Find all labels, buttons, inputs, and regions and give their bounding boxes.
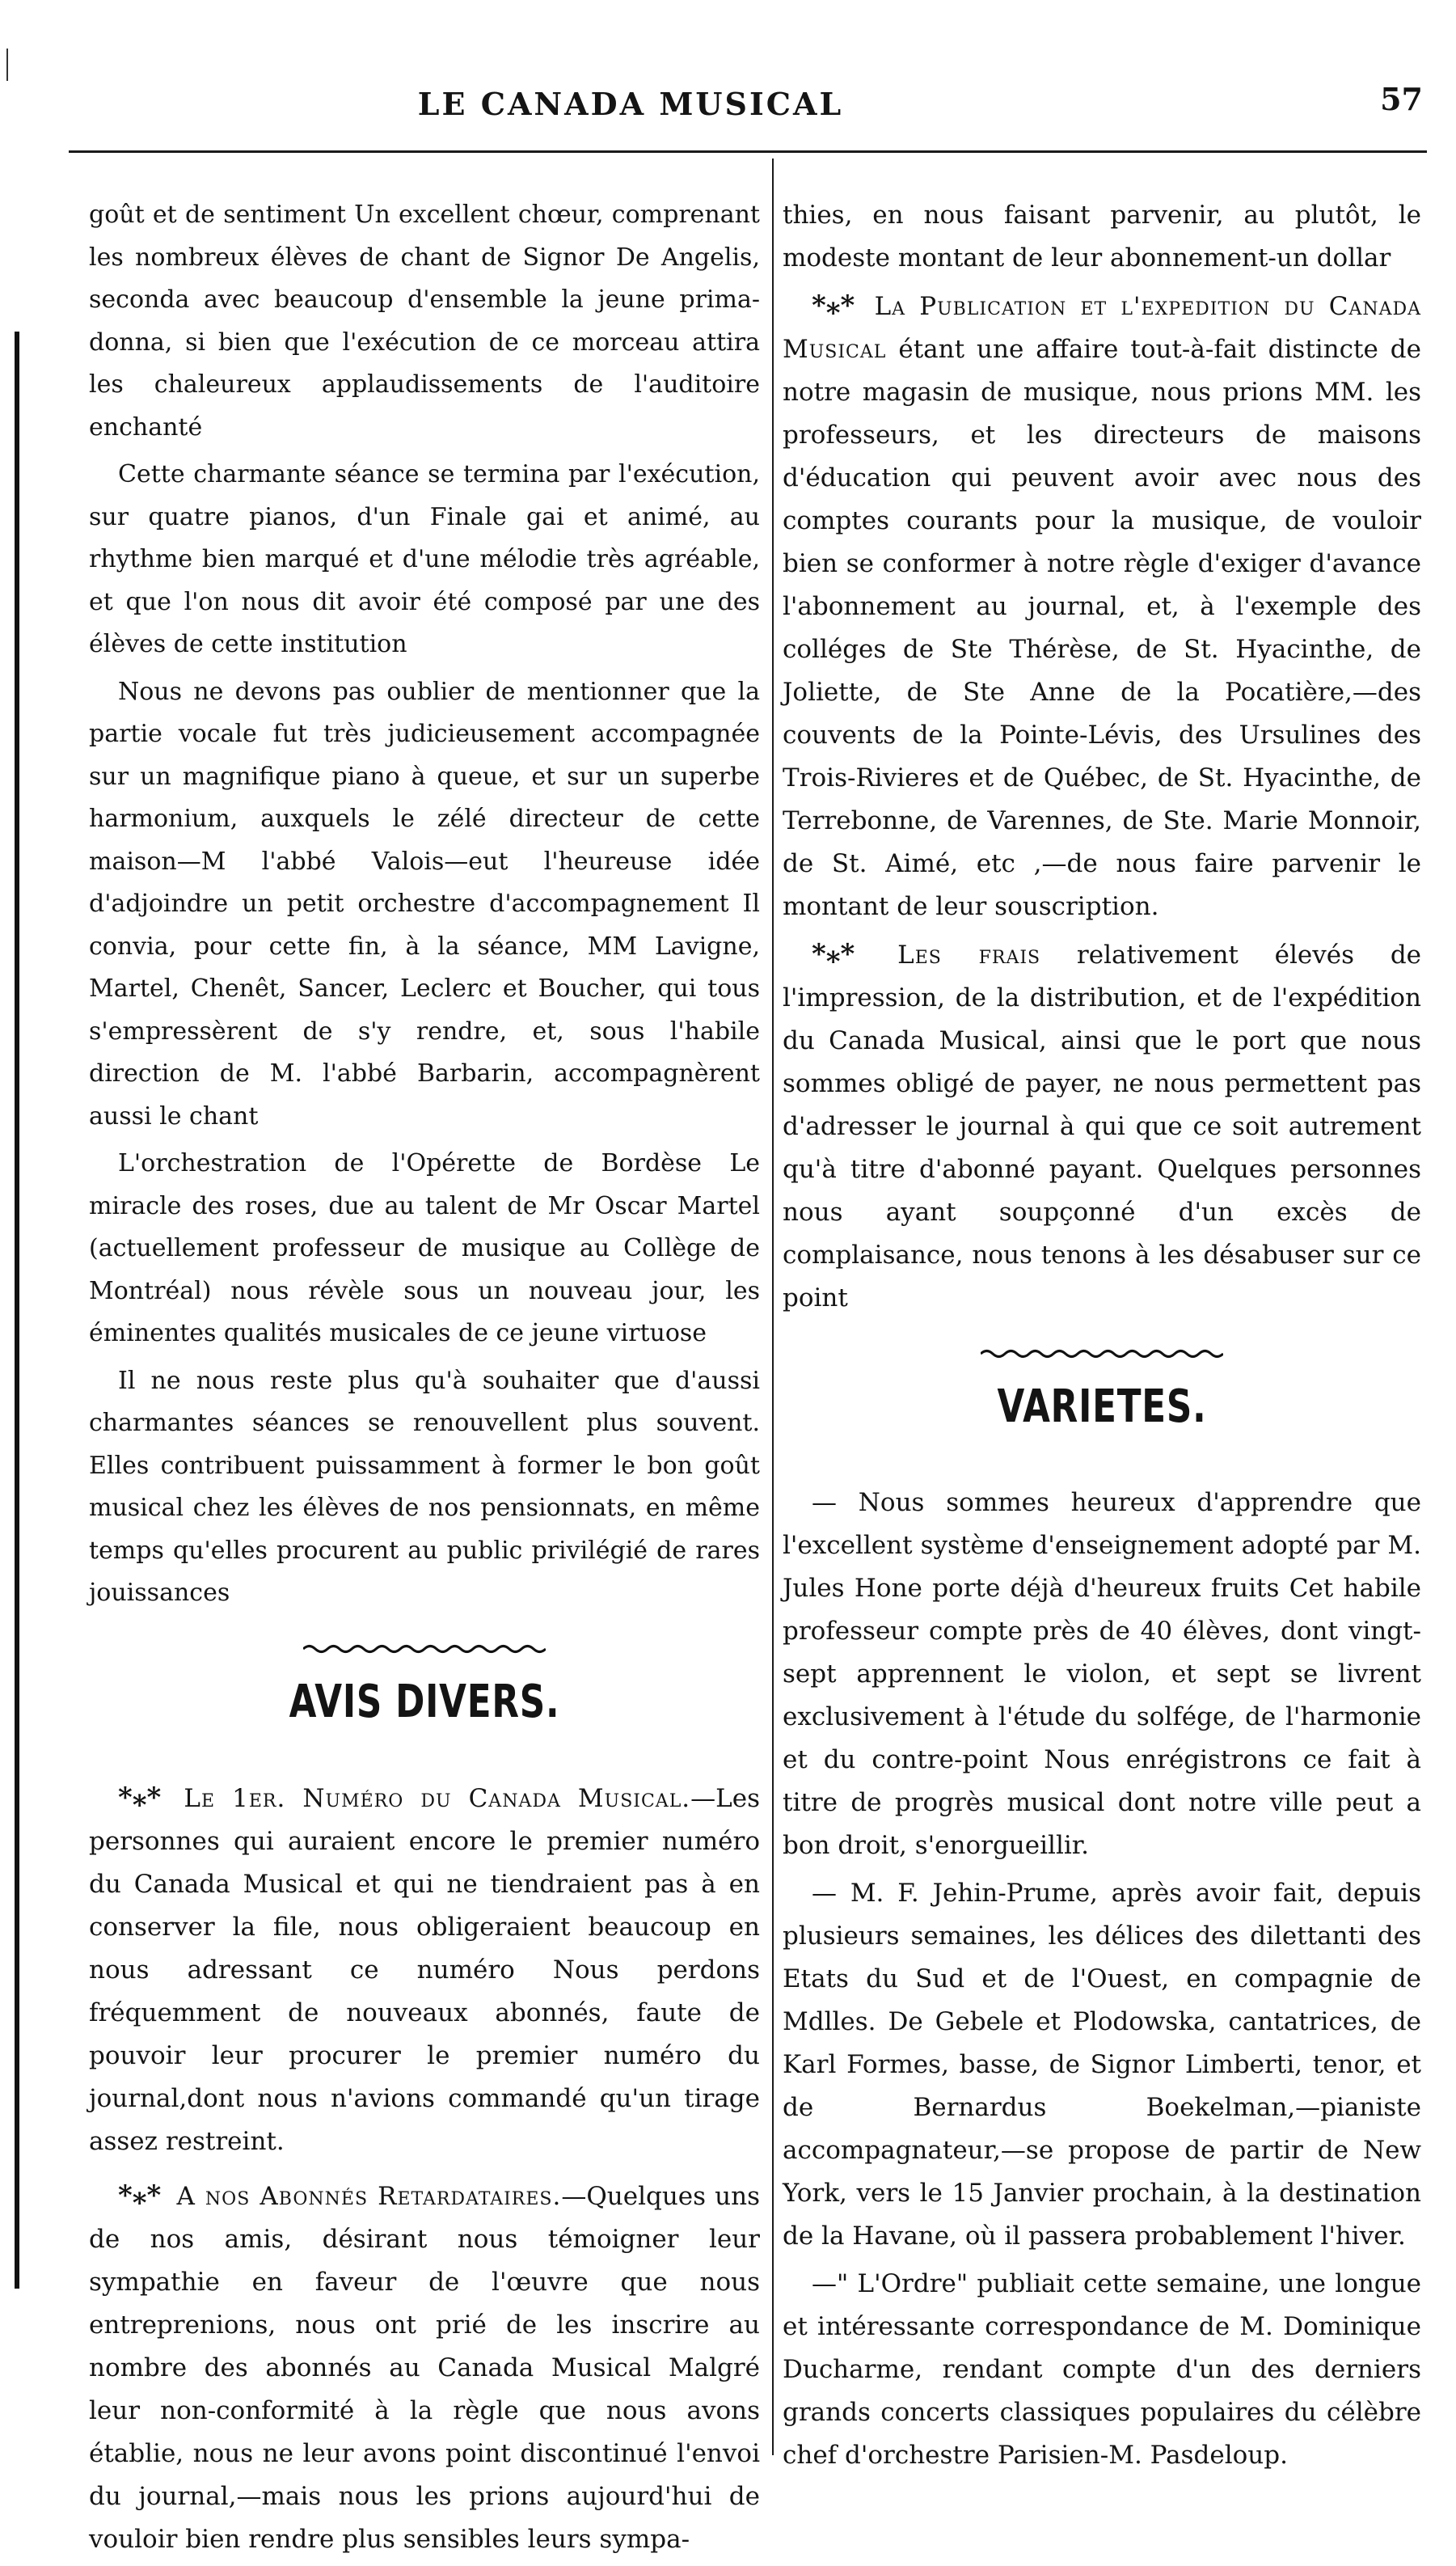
header-rule bbox=[69, 150, 1427, 153]
heading-avis-divers: AVIS DIVERS. bbox=[289, 1675, 560, 1728]
right-paragraph-1: thies, en nous faisant parvenir, au plutôt, le modeste montant de leur abonnement-un dollar bbox=[783, 201, 1421, 273]
left-paragraph-5: Il ne nous reste plus qu'à souhaiter que d'aussi charmantes séances se renouvellent plus souvent. Elles contribuent puissamment à former le bon goût musical chez les élèves de nos pensionnats, en même temps qu'elles procurent au public privilégié de rares jouissances bbox=[89, 1366, 760, 1607]
varietes-item-jules-hone: — Nous sommes heureux d'apprendre que l'excellent système d'enseignement adopté par M. Jules Hone porte déjà d'heureux fruits Cet habile professeur compte près de 40 élèves, dont vingt-sept apprennent le violon, et sept se livrent exclusivement à l'étude du solfége, de l'harmonie et du contre-point Nous enrégistrons ce fait à titre de progrès musical dont notre ville peut a bon droit, s'enorgueillir. bbox=[783, 1488, 1421, 1860]
avis-lead: La Publication et l'expedition du Canada Musical bbox=[783, 292, 1421, 364]
left-paragraph-2: Cette charmante séance se termina par l'exécution, sur quatre pianos, d'un Finale gai et animé, au rhythme bien marqué et d'une mélodie très agréable, et que l'on nous dit avoir été composé par une des élèves de cette institution bbox=[89, 460, 760, 658]
avis-text: relativement élevés de l'impression, de la distribution, et de l'expédition du Canada Musical, ainsi que le port que nous sommes obligé de payer, ne nous permettent pas d'adresser le journal à qui que ce soit autrement qu'à titre d'abonné payant. Quelques personnes nous ayant soupçonné d'un excès de complaisance, nous tenons à les désabuser sur ce point bbox=[783, 941, 1422, 1313]
page-header bbox=[57, 81, 1423, 137]
left-paragraph-4: L'orchestration de l'Opérette de Bordèse Le miracle des roses, due au talent de Mr Oscar Martel (actuellement professeur de musique au Collège de Montréal) nous révèle sous un nouveau jour, les éminentes qualités musicales de ce jeune virtuose bbox=[89, 1149, 760, 1347]
avis-abonnes-retardataires bbox=[89, 2175, 760, 2561]
asterism-icon: *⁎* bbox=[118, 2179, 162, 2212]
right-column bbox=[783, 194, 1421, 2482]
avis-les-frais bbox=[783, 933, 1421, 1320]
binding-margin-bar bbox=[15, 332, 19, 2289]
asterism-icon: *⁎* bbox=[812, 290, 855, 322]
left-column bbox=[89, 194, 760, 2566]
heading-varietes: VARIETES. bbox=[997, 1380, 1207, 1433]
wavy-ornament-divider bbox=[783, 1347, 1421, 1363]
avis-premier-numero bbox=[89, 1777, 760, 2163]
avis-text: —Quelques uns de nos amis, désirant nous témoigner leur sympathie en faveur de l'œuvre que nous entreprenions, nous ont prié de les inscrire au nombre des abonnés au Canada Musical Malgré leur non-conformité à la règle que nous avons établie, nous ne leur avons point discontinué l'envoi du journal,—mais nous les prions aujourd'hui de vouloir bien rendre plus sensibles leurs sympa- bbox=[89, 2181, 760, 2554]
avis-lead: Le 1er. Numéro du Canada Musical. bbox=[184, 1783, 691, 1813]
avis-lead: Les frais bbox=[897, 941, 1041, 970]
left-paragraph-1: goût et de sentiment Un excellent chœur, comprenant les nombreux élèves de chant de Signor De Angelis, seconda avec beaucoup d'ensemble la jeune prima-donna, si bien que l'exécution de ce morceau attira les chaleureux applaudissements de l'auditoire enchanté bbox=[89, 201, 760, 442]
wavy-ornament-divider bbox=[89, 1642, 760, 1658]
asterism-icon: *⁎* bbox=[812, 938, 855, 970]
varietes-item-jehin-prume: — M. F. Jehin-Prume, après avoir fait, depuis plusieurs semaines, les délices des dilettanti des Etats du Sud et de l'Ouest, en compagnie de Mdlles. De Gebele et Plodowska, cantatrices, de Karl Formes, basse, de Signor Limberti, tenor, et de Bernardus Boekelman,—pianiste accompagnateur,—se propose de partir de New York, vers le 15 Janvier prochain, à la destination de la Havane, où il passera probablement l'hiver. bbox=[783, 1879, 1421, 2251]
column-divider bbox=[772, 159, 774, 2455]
page-number: 57 bbox=[1380, 81, 1423, 117]
running-title: LE CANADA MUSICAL bbox=[417, 86, 844, 122]
avis-text: —Les personnes qui auraient encore le premier numéro du Canada Musical et qui ne tiendraient pas à en conserver la file, nous obligeraient beaucoup en nous adressant ce numéro Nous perdons fréquemment de nouveaux abonnés, faute de pouvoir leur procurer le premier numéro du journal,dont nous n'avions commandé qu'un tirage assez restreint. bbox=[89, 1783, 760, 2156]
margin-tick-mark bbox=[6, 49, 8, 81]
avis-text: étant une affaire tout-à-fait distincte de notre magasin de musique, nous prions MM. les professeurs, et les directeurs de maisons d'éducation qui peuvent avoir avec nous des comptes courants pour la musique, de vouloir bien se conformer à notre règle d'exiger d'avance l'abonnement au journal, et, à l'exemple des colléges de Ste Thérèse, de St. Hyacinthe, de Joliette, de Ste Anne de la Pocatière,—des couvents de la Pointe-Lévis, des Ursulines des Trois-Rivieres et de Québec, de St. Hyacinthe, de Terrebonne, de Varennes, de Ste. Marie Monnoir, de St. Aimé, etc ,—de nous faire parvenir le montant de leur souscription. bbox=[783, 335, 1421, 921]
left-paragraph-3: Nous ne devons pas oublier de mentionner que la partie vocale fut très judicieusement accompagnée sur un magnifique piano à queue, et sur un superbe harmonium, auxquels le zélé directeur de cette maison—M l'abbé Valois—eut l'heureuse idée d'adjoindre un petit orchestre d'accompagnement Il convia, pour cette fin, à la séance, MM Lavigne, Martel, Chenêt, Sancer, Leclerc et Boucher, qui tous s'empressèrent de s'y rendre, et, sous l'habile direction de M. l'abbé Barbarin, accompagnèrent aussi le chant bbox=[89, 677, 760, 1131]
avis-lead: A nos Abonnés Retardataires. bbox=[176, 2181, 562, 2211]
asterism-icon: *⁎* bbox=[118, 1781, 162, 1814]
varietes-item-lordre: —" L'Ordre" publiait cette semaine, une longue et intéressante correspondance de M. Dominique Ducharme, rendant compte d'un des derniers grands concerts classiques populaires du célèbre chef d'orchestre Parisien-M. Pasdeloup. bbox=[783, 2269, 1421, 2470]
avis-publication-expedition bbox=[783, 285, 1421, 928]
